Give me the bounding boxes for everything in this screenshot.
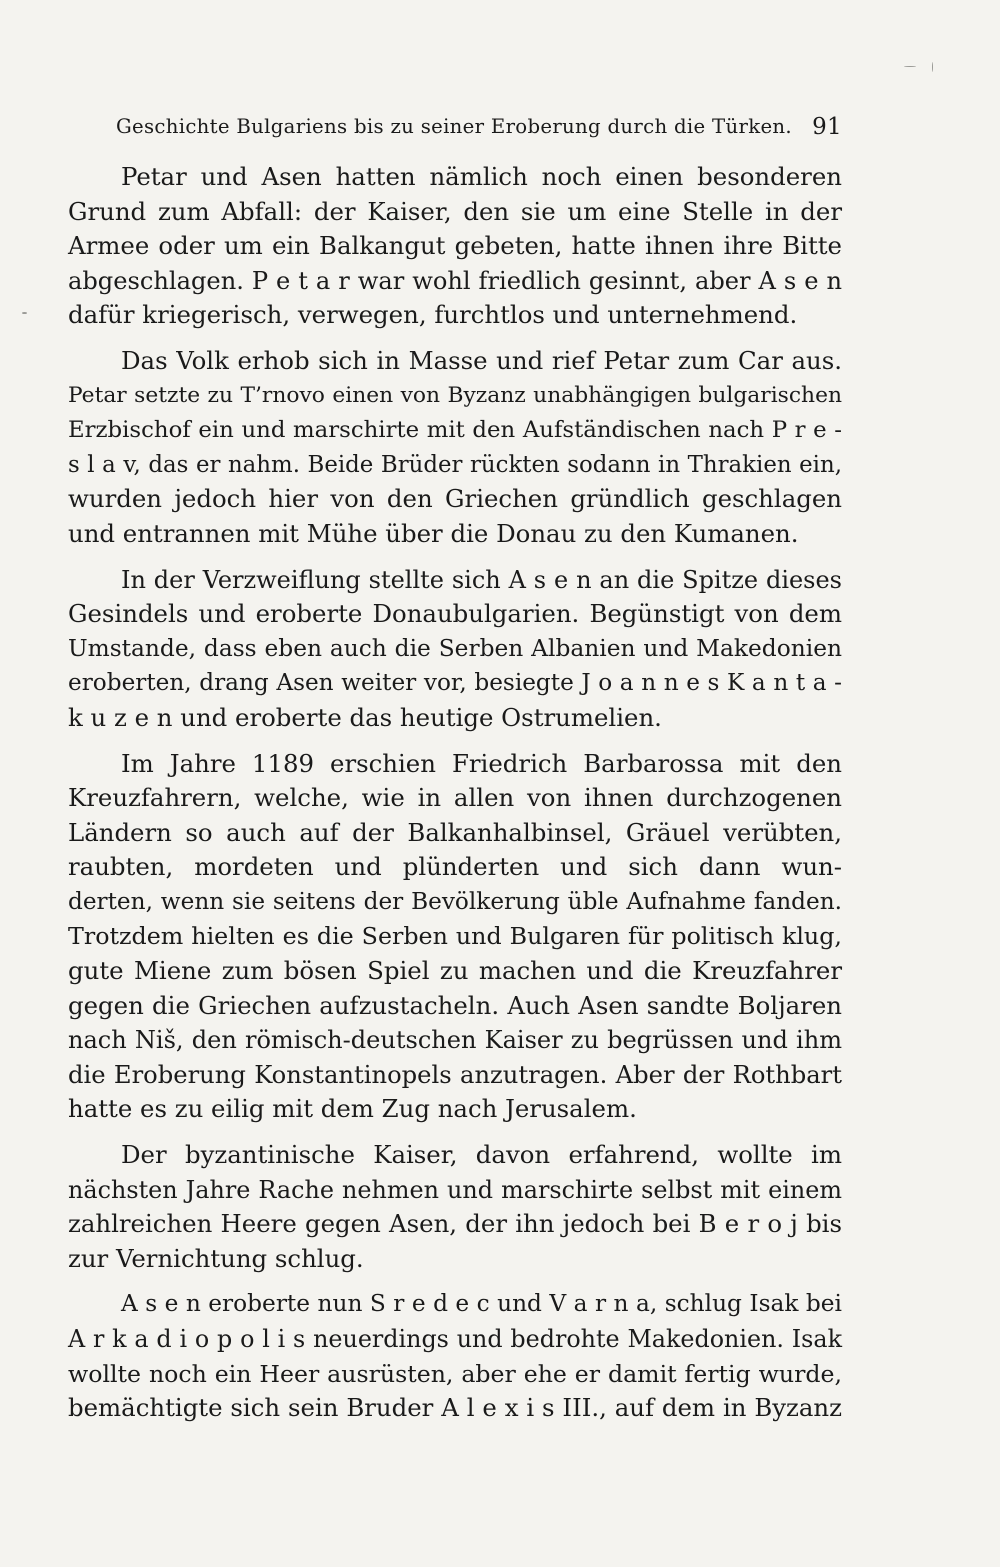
text-line: derten, wenn sie seitens der Bevölkerung üble Aufnahme fanden. xyxy=(68,887,842,915)
text-line: Erzbischof ein und marschirte mit den Aufständischen nach P r e - xyxy=(68,417,842,444)
text-line: wollte noch ein Heer ausrüsten, aber ehe er damit fertig wurde, xyxy=(68,1359,842,1388)
text-line: Der byzantinische Kaiser, davon erfahrend, wollte im xyxy=(121,1140,842,1170)
text-line: k u z e n und eroberte das heutige Ostrumelien. xyxy=(68,702,662,732)
paragraph xyxy=(68,1287,842,1425)
text-line: Petar setzte zu T’rnovo einen von Byzanz unabhängigen bulgarischen xyxy=(68,382,842,408)
text-line: eroberten, drang Asen weiter vor, besiegte J o a n n e s K a n t a - xyxy=(68,669,842,697)
body-text xyxy=(68,160,842,1426)
text-line: wurden jedoch hier von den Griechen gründlich geschlagen xyxy=(68,484,842,514)
text-line: Im Jahre 1189 erschien Friedrich Barbarossa mit den xyxy=(121,748,842,778)
paragraph xyxy=(68,1138,842,1276)
text-line: dafür kriegerisch, verwegen, furchtlos und unternehmend. xyxy=(68,300,798,330)
text-line: Grund zum Abfall: der Kaiser, den sie um eine Stelle in der xyxy=(68,196,842,226)
text-line: A r k a d i o p o l i s neuerdings und bedrohte Makedonien. Isak xyxy=(68,1325,842,1353)
text-line: nach Niš, den römisch-deutschen Kaiser zu begrüssen und ihm xyxy=(68,1026,842,1055)
running-head-title: Geschichte Bulgariens bis zu seiner Eroberung durch die Türken. xyxy=(116,115,792,138)
text-line: zahlreichen Heere gegen Asen, der ihn jedoch bei B e r o j bis xyxy=(68,1209,842,1239)
text-line: raubten, mordeten und plünderten und sich dann wun- xyxy=(68,852,842,882)
text-line: die Eroberung Konstantinopels anzutragen. Aber der Rothbart xyxy=(68,1060,842,1089)
text-line: Armee oder um ein Balkangut gebeten, hatte ihnen ihre Bitte xyxy=(68,231,842,261)
paragraph xyxy=(68,344,842,552)
text-line: s l a v, das er nahm. Beide Brüder rückten sodann in Thrakien ein, xyxy=(68,451,842,478)
text-line: nächsten Jahre Rache nehmen und marschirte selbst mit einem xyxy=(68,1175,842,1204)
text-line: Petar und Asen hatten nämlich noch einen besonderen xyxy=(121,162,842,191)
text-line: Gesindels und eroberte Donaubulgarien. Begünstigt von dem xyxy=(68,599,842,629)
running-head xyxy=(116,112,842,142)
text-line: Kreuzfahrern, welche, wie in allen von ihnen durchzogenen xyxy=(68,783,842,813)
text-line: Ländern so auch auf der Balkanhalbinsel, Gräuel verübten, xyxy=(68,817,842,847)
paragraph xyxy=(68,747,842,1128)
text-line: Umstande, dass eben auch die Serben Albanien und Makedonien xyxy=(68,634,842,662)
page-number: 91 xyxy=(812,114,842,140)
paragraph xyxy=(68,160,842,333)
text-line: zur Vernichtung schlug. xyxy=(68,1243,364,1273)
text-line: Trotzdem hielten es die Serben und Bulgaren für politisch klug, xyxy=(68,922,842,951)
text-line: gute Miene zum bösen Spiel zu machen und die Kreuzfahrer xyxy=(68,956,842,986)
scan-speck xyxy=(932,62,933,72)
text-line: gegen die Griechen aufzustacheln. Auch Asen sandte Boljaren xyxy=(68,990,842,1020)
scan-speck xyxy=(22,312,27,314)
text-line: und entrannen mit Mühe über die Donau zu den Kumanen. xyxy=(68,518,799,548)
text-line: abgeschlagen. P e t a r war wohl friedlich gesinnt, aber A s e n xyxy=(68,266,842,295)
text-line: Das Volk erhob sich in Masse und rief Petar zum Car aus. xyxy=(121,345,842,375)
text-line: bemächtigte sich sein Bruder A l e x i s III., auf dem in Byzanz xyxy=(68,1393,842,1423)
text-line: A s e n eroberte nun S r e d e c und V a r n a, schlug Isak bei xyxy=(121,1290,842,1318)
text-line: In der Verzweiflung stellte sich A s e n an die Spitze dieses xyxy=(121,565,842,594)
text-line: hatte es zu eilig mit dem Zug nach Jerusalem. xyxy=(68,1094,637,1124)
scan-speck xyxy=(904,66,916,67)
paragraph xyxy=(68,563,842,736)
